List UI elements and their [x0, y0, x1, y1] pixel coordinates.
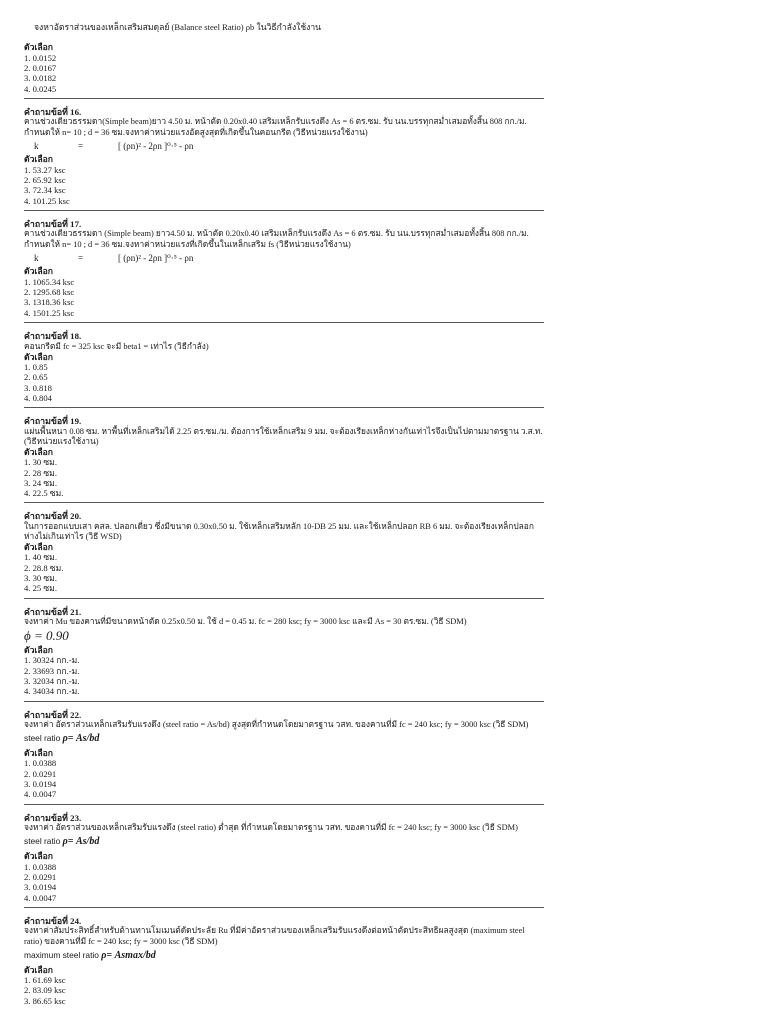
option: 1. 1065.34 ksc [24, 276, 75, 287]
option: 4. 0.0245 [24, 83, 57, 94]
divider [24, 407, 544, 408]
option: 3. 72.34 ksc [24, 185, 66, 196]
question-text: คานช่วงเดียวธรรมดา(Simple beam)ยาว 4.50 ม. หน้าตัด 0.20x0.40 เสริมเหล็กรับแรงดึง As = 6 ตร.ซม. รับ นน.บรรทุกสม่ำเสมอทั้งสิ้น 808 กก./ม. กำหนดให้ n= 10 ; d = 36 ซม.จงหาค่าหน่วยแรงอัดสูงสุดที่เกิดขึ้นในคอนกรีต (วิธีหน่วยแรงใช้งาน) [24, 117, 527, 137]
divider [24, 322, 544, 323]
option: 4. 1501.25 ksc [24, 307, 75, 318]
question-text: จงหาค่า อัตราส่วนของเหล็กเสริมรับแรงดึง (steel ratio) ต่ำสุด ที่กำหนดโดยมาตรฐาน วสท. ของคานที่มี fc = 240 ksc; fy = 3000 ksc (วิธี SDM) [24, 823, 518, 833]
formula [34, 253, 544, 264]
question-21 [24, 607, 544, 697]
question-title: คำถามข้อที่ 24. [24, 915, 82, 926]
option: 2. 83.09 ksc [24, 985, 66, 996]
steel-ratio-formula [24, 836, 544, 848]
choices-label: ตัวเลือก [24, 351, 53, 362]
option: 3. 0.818 [24, 382, 52, 393]
option: 1. 30324 กก.-ม. [24, 655, 80, 666]
option: 3. 86.65 ksc [24, 995, 66, 1006]
ratio-label: steel ratio [24, 733, 61, 744]
option: 2. 28.8 ซม. [24, 562, 64, 573]
intro-options [24, 53, 544, 94]
formula-lhs: k [34, 252, 39, 263]
question-16 [24, 107, 544, 206]
ratio-symbol: ρ= Asmax/bd [101, 949, 156, 961]
question-title: คำถามข้อที่ 18. [24, 331, 82, 341]
option: 3. 0.0194 [24, 882, 57, 893]
option: 2. 1295.68 ksc [24, 287, 75, 298]
question-text: แผ่นพื้นหนา 0.08 ซม. หาพื้นที่เหล็กเสริมได้ 2.25 ตร.ซม./ม. ต้องการใช้เหล็กเสริม 9 มม. จะต้องเรียงเหล็กห่างกันเท่าไรจึงเป็นไปตามมาตรฐาน ว.ส.ท.(วิธีหน่วยแรงใช้งาน) [24, 426, 543, 446]
choices-label: ตัวเลือก [24, 964, 53, 975]
choices-label: ตัวเลือก [24, 266, 53, 277]
option: 3. 32034 กก.-ม. [24, 675, 80, 686]
formula [34, 141, 544, 152]
option: 1. 30 ซม. [24, 457, 57, 468]
divider [24, 98, 544, 99]
option: 1. 0.0152 [24, 52, 57, 63]
intro-text: จงหาอัตราส่วนของเหล็กเสริมสมดุลย์ (Balance steel Ratio) ρb ในวิธีกำลังใช้งาน [34, 22, 322, 32]
choices-label: ตัวเลือก [24, 446, 53, 457]
divider [24, 907, 544, 908]
option: 2. 33693 กก.-ม. [24, 665, 80, 676]
option: 4. 22.5 ซม. [24, 488, 64, 499]
option: 3. 1318.36 ksc [24, 297, 75, 308]
question-title: คำถามข้อที่ 22. [24, 709, 82, 720]
divider [24, 598, 544, 599]
option: 1. 53.27 ksc [24, 164, 66, 175]
option: 2. 0.0291 [24, 768, 57, 779]
choices-label: ตัวเลือก [24, 542, 53, 553]
option: 2. 65.92 ksc [24, 175, 66, 185]
option: 4. 34034 กก.-ม. [24, 686, 80, 697]
question-text: ในการออกแบบเสา คสล. ปลอกเดี่ยว ซึ่งมีขนาด 0.30x0.50 ม. ใช้เหล็กเสริมหลัก 10-DB 25 มม. และใช้เหล็กปลอก RB 6 มม. จะต้องเรียงเหล็กปลอกห่างไม่เกินเท่าไร (วิธี WSD) [24, 522, 534, 542]
option: 2. 0.0167 [24, 62, 57, 73]
ratio-label: steel ratio [24, 836, 61, 847]
option: 3. 30 ซม. [24, 573, 57, 584]
option: 1. 0.0388 [24, 861, 57, 872]
question-title: คำถามข้อที่ 16. [24, 106, 82, 117]
formula-eq: = [78, 252, 84, 263]
question-text: จงหาค่า อัตราส่วนเหล็กเสริมรับแรงดึง (steel ratio = As/bd) สูงสุดที่กำหนดโดยมาตรฐาน วสท. ของคานที่มี fc = 240 ksc; fy = 3000 ksc (วิธี SDM) [24, 720, 529, 730]
divider [24, 804, 544, 805]
option: 2. 0.0291 [24, 871, 57, 882]
formula-eq: = [78, 140, 84, 151]
question-22 [24, 710, 544, 800]
question-title: คำถามข้อที่ 17. [24, 218, 82, 229]
question-title: คำถามข้อที่ 21. [24, 606, 82, 617]
steel-ratio-formula [24, 733, 544, 745]
question-20 [24, 511, 544, 593]
question-23 [24, 813, 544, 903]
ratio-label: maximum steel ratio [24, 949, 99, 960]
option: 4. 0.804 [24, 392, 52, 403]
choices-label: ตัวเลือก [24, 644, 53, 655]
divider [24, 502, 544, 503]
choices-label: ตัวเลือก [24, 748, 53, 759]
option: 4. 25 ซม. [24, 583, 57, 594]
option: 3. 0.0182 [24, 73, 57, 84]
question-24 [24, 916, 544, 1006]
option: 4. 101.25 ksc [24, 195, 70, 206]
option: 2. 0.65 [24, 372, 48, 383]
question-17 [24, 219, 544, 318]
document-page [24, 22, 544, 1006]
formula-rhs: [ (ρn)² - 2ρn ]⁰·⁵ - ρn [118, 140, 194, 151]
option: 4. 0.0047 [24, 789, 57, 800]
choices-label: ตัวเลือก [24, 42, 53, 53]
question-text: จงหาค่า Mu ของคานที่มีขนาดหน้าตัด 0.25x0.50 ม. ใช้ d = 0.45 ม. fc = 280 ksc; fy = 3000 ksc และมี As = 30 ตร.ซม. (วิธี SDM) [24, 617, 467, 627]
question-text: จงหาค่าสัมประสิทธิ์สำหรับต้านทานโมเมนต์ดัดประลัย Ru ที่มีค่าอัตราส่วนของเหล็กเสริมรับแรงดึงต่อหน้าตัดประสิทธิผลสูงสุด (maximum steel ratio) ของคานที่มี fc = 240 ksc; fy = 3000 ksc (วิธี SDM) [24, 926, 525, 946]
option: 1. 0.0388 [24, 758, 57, 769]
option: 1. 61.69 ksc [24, 974, 66, 985]
max-steel-ratio-formula [24, 950, 544, 962]
option: 3. 24 ซม. [24, 477, 57, 488]
phi-formula: ϕ = 0.90 [24, 628, 69, 644]
question-title: คำถามข้อที่ 23. [24, 812, 82, 823]
question-19 [24, 416, 544, 498]
option: 1. 40 ซม. [24, 552, 57, 563]
option: 4. 0.0047 [24, 892, 57, 903]
ratio-symbol: ρ= As/bd [62, 733, 100, 745]
question-title: คำถามข้อที่ 20. [24, 511, 82, 522]
question-text: คอนกรีตมี fc = 325 ksc จะมี beta1 = เท่าไร (วิธีกำลัง) [24, 341, 209, 351]
choices-label: ตัวเลือก [24, 851, 53, 862]
divider [24, 701, 544, 702]
divider [24, 210, 544, 211]
question-title: คำถามข้อที่ 19. [24, 416, 82, 427]
question-text: คานช่วงเดียวธรรมดา (Simple beam) ยาว4.50 ม. หน้าตัด 0.20x0.40 เสริมเหล็กรับแรงดึง As = 6 ตร.ซม. รับ นน.บรรทุกสม่ำเสมอทั้งสิ้น 808 กก./ม. กำหนดให้ n= 10 ; d = 36 ซม.จงหาค่าหน่วยแรงที่เกิดขึ้นในเหล็กเสริม fs (วิธีหน่วยแรงใช้งาน) [24, 229, 529, 249]
option: 3. 0.0194 [24, 779, 57, 790]
option: 1. 0.85 [24, 361, 48, 372]
ratio-symbol: ρ= As/bd [62, 836, 100, 848]
formula-lhs: k [34, 140, 39, 151]
formula-rhs: [ (ρn)² - 2ρn ]⁰·⁵ - ρn [118, 252, 194, 263]
option: 2. 28 ซม. [24, 467, 57, 478]
choices-label: ตัวเลือก [24, 154, 53, 165]
question-18 [24, 331, 544, 403]
